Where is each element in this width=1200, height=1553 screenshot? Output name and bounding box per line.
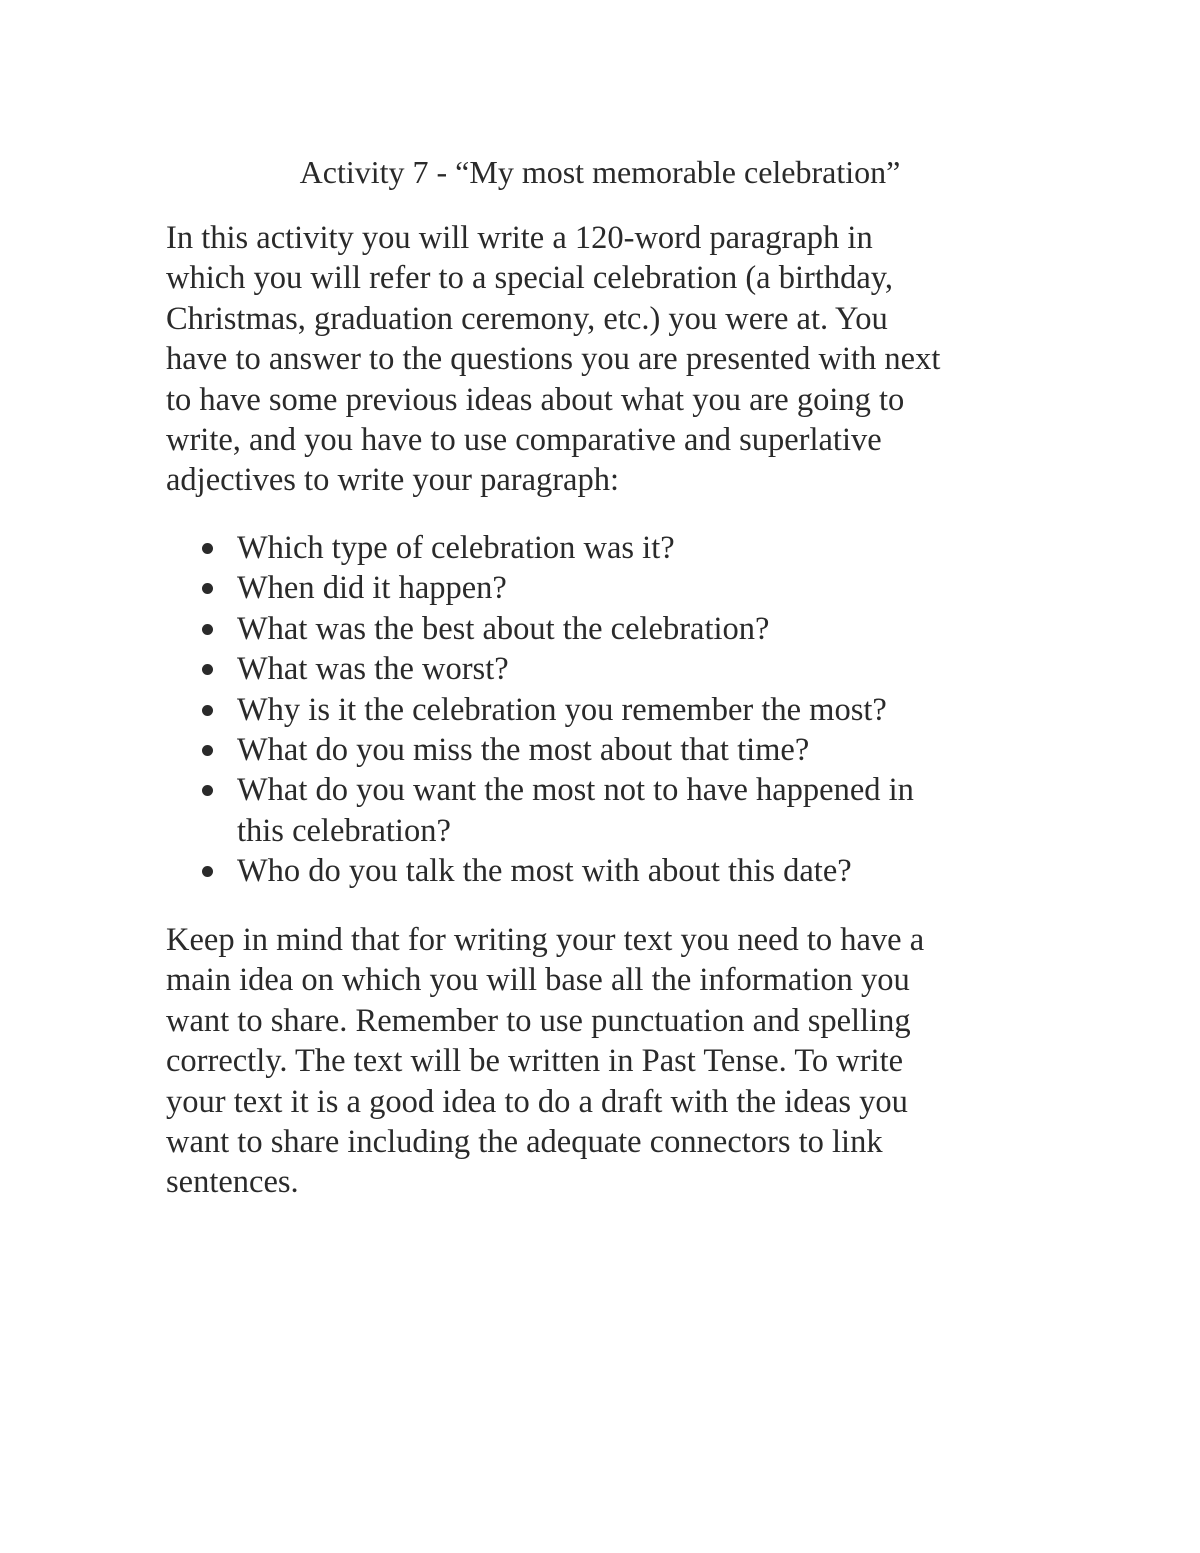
question-text: What do you miss the most about that time? — [237, 732, 810, 769]
closing-line: Keep in mind that for writing your text you need to have a — [166, 922, 925, 958]
question-item — [166, 609, 1046, 649]
question-text-continued: this celebration? — [237, 812, 451, 849]
intro-line: have to answer to the questions you are presented with next — [166, 341, 941, 378]
bullet-icon — [202, 866, 213, 877]
question-item — [166, 851, 1046, 891]
bullet-icon — [202, 543, 213, 554]
question-text: Which type of celebration was it? — [237, 530, 675, 566]
intro-paragraph — [166, 218, 1046, 501]
question-text: What was the best about the celebration? — [237, 610, 770, 647]
question-text: What do you want the most not to have happened in — [237, 772, 914, 809]
question-text: Who do you talk the most with about this date? — [237, 853, 852, 890]
question-text: When did it happen? — [237, 570, 507, 607]
closing-line: sentences. — [166, 1164, 299, 1201]
intro-line: In this activity you will write a 120-word paragraph in — [166, 220, 873, 256]
closing-line: correctly. The text will be written in Past Tense. To write — [166, 1043, 904, 1080]
bullet-icon — [202, 624, 213, 635]
intro-line: adjectives to write your paragraph: — [166, 462, 620, 499]
question-item — [166, 649, 1046, 689]
bullet-icon — [202, 785, 213, 796]
bullet-icon — [202, 705, 213, 716]
closing-line: your text it is a good idea to do a draft with the ideas you — [166, 1083, 908, 1120]
bullet-icon — [202, 583, 213, 594]
activity-title: Activity 7 - “My most memorable celebration” — [299, 154, 901, 190]
closing-line: main idea on which you will base all the information you — [166, 962, 910, 999]
question-item — [166, 730, 1046, 770]
question-item — [166, 528, 1046, 568]
intro-line: Christmas, graduation ceremony, etc.) you were at. You — [166, 300, 888, 337]
question-item — [166, 568, 1046, 608]
question-item — [166, 690, 1046, 730]
bullet-icon — [202, 664, 213, 675]
question-item — [166, 770, 1046, 851]
closing-paragraph — [166, 920, 1046, 1203]
bullet-icon — [202, 745, 213, 756]
question-text: What was the worst? — [237, 651, 509, 688]
intro-line: write, and you have to use comparative and superlative — [166, 422, 882, 459]
closing-line: want to share. Remember to use punctuation and spelling — [166, 1002, 911, 1039]
intro-line: which you will refer to a special celebration (a birthday, — [166, 260, 894, 297]
closing-line: want to share including the adequate connectors to link — [166, 1124, 883, 1161]
question-text: Why is it the celebration you remember the most? — [237, 691, 887, 728]
questions-list — [166, 528, 1046, 892]
intro-line: to have some previous ideas about what you are going to — [166, 381, 905, 418]
